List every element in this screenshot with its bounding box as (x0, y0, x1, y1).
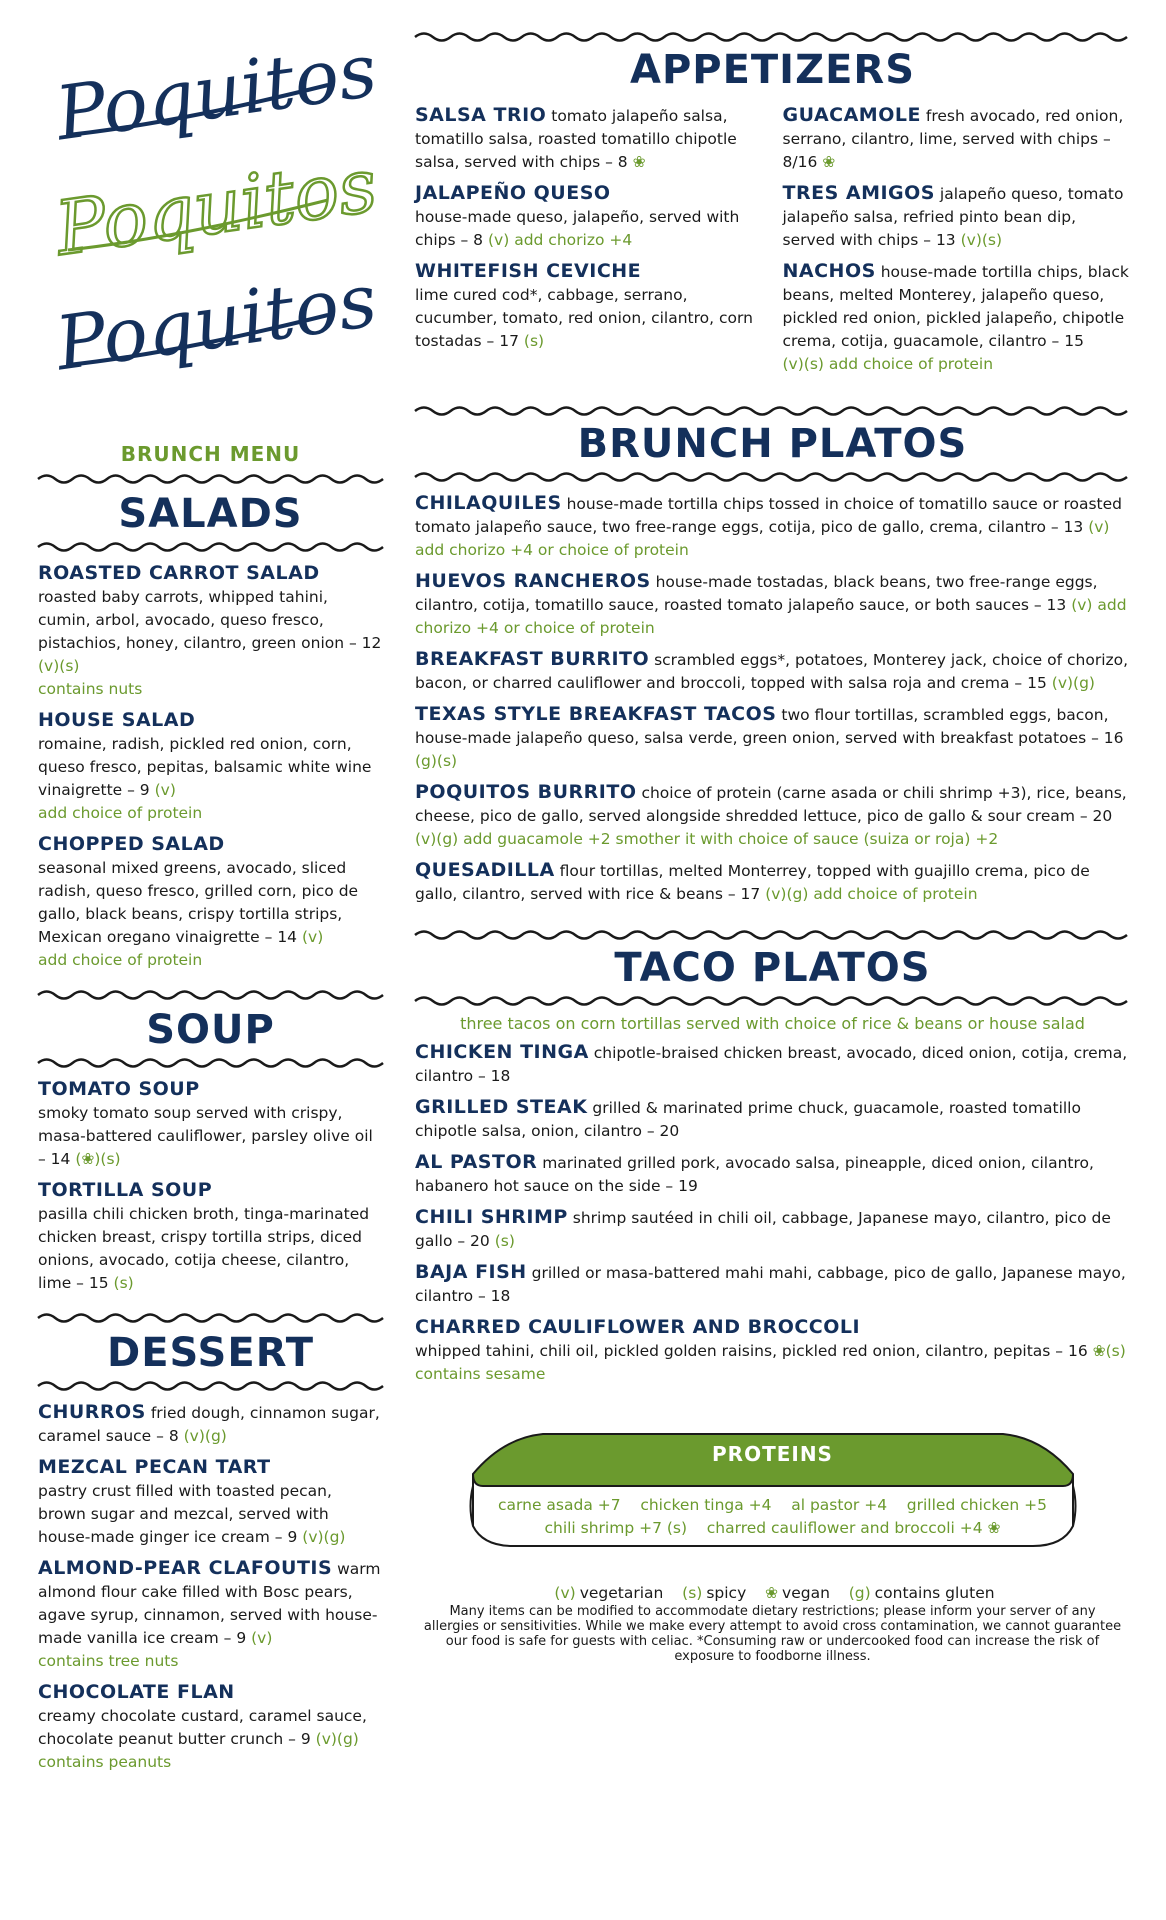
item-tag: (v)(g) (415, 830, 459, 848)
wave-divider (415, 470, 1130, 484)
legend-spicy-mark: (s) (682, 1584, 703, 1602)
appetizers-col-2 (783, 96, 1131, 376)
menu-item (38, 1078, 383, 1171)
menu-item (783, 104, 1131, 174)
right-column (415, 30, 1130, 1664)
menu-item (38, 1401, 383, 1448)
menu-item (415, 648, 1130, 695)
menu-item (415, 1041, 1130, 1088)
item-desc: scrambled eggs*, potatoes, Monterey jack, choice of chorizo, bacon, or charred cauliflower and broccoli, topped with salsa roja and crema – 15 (415, 651, 1129, 692)
item-extra: add choice of protein (38, 804, 203, 822)
item-tag: (g)(s) (415, 752, 458, 770)
item-name: GRILLED STEAK (415, 1096, 588, 1118)
appetizers-title: APPETIZERS (629, 47, 916, 93)
item-tag: ❀(s) (1092, 1342, 1126, 1360)
item-desc: lime cured cod*, cabbage, serrano, cucumber, tomato, red onion, cilantro, corn tostadas – 17 (415, 286, 753, 350)
item-name: CHARRED CAULIFLOWER AND BROCCOLI (415, 1316, 861, 1338)
salads-list (38, 562, 383, 972)
wave-divider (38, 1379, 383, 1393)
wave-divider (415, 928, 1130, 942)
item-extra: contains tree nuts (38, 1652, 179, 1670)
item-desc: tomato jalapeño salsa, tomatillo salsa, roasted tomatillo chipotle salsa, served with chips – 8 (415, 107, 737, 171)
appetizers-col-1 (415, 96, 763, 376)
menu-item (783, 260, 1131, 376)
item-name: BAJA FISH (415, 1261, 527, 1283)
menu-item (38, 709, 383, 825)
brunch-platos-title: BRUNCH PLATOS (577, 421, 968, 467)
item-name: CHICKEN TINGA (415, 1041, 589, 1063)
disclaimer: Many items can be modified to accommodate dietary restrictions; please inform your server of any allergies or sensitivities. While we make every attempt to avoid cross contamination, we cannot guarantee our food is safe for guests with celiac. *Consuming raw or undercooked food can increase the risk of exposure to foodborne illness. (423, 1604, 1122, 1664)
menu-item (415, 859, 1130, 906)
item-extra: add choice of protein (813, 885, 978, 903)
item-tag: (v)(s) (960, 231, 1003, 249)
item-desc: pastry crust filled with toasted pecan, brown sugar and mezcal, served with house-made ginger ice cream – 9 (38, 1482, 332, 1546)
legend-vegan-label: vegan (782, 1584, 830, 1602)
menu-item (38, 1681, 383, 1774)
item-name: CHILI SHRIMP (415, 1206, 568, 1228)
menu-item (783, 182, 1131, 252)
item-name: CHOPPED SALAD (38, 833, 225, 855)
item-name: TEXAS STYLE BREAKFAST TACOS (415, 703, 777, 725)
item-tag: (v) (1088, 518, 1110, 536)
wave-divider (415, 994, 1130, 1008)
menu-item (38, 1557, 383, 1673)
wave-divider (415, 404, 1130, 418)
menu-item (415, 703, 1130, 773)
item-name: QUESADILLA (415, 859, 555, 881)
proteins-list (463, 1494, 1083, 1540)
poquitos-logo (48, 27, 382, 430)
logo-line-1: Poquitos (50, 27, 382, 158)
item-desc: fresh avocado, red onion, serrano, cilantro, lime, served with chips – 8/16 (782, 107, 1124, 171)
vegan-icon: ❀ (765, 1584, 779, 1602)
proteins-line-1: carne asada +7 chicken tinga +4 al pastor +4 grilled chicken +5 (498, 1496, 1047, 1514)
item-desc: house-made queso, jalapeño, served with chips – 8 (415, 208, 740, 249)
item-name: CHILAQUILES (415, 492, 562, 514)
item-desc: romaine, radish, pickled red onion, corn, queso fresco, pepitas, balsamic white wine vinaigrette – 9 (38, 735, 372, 799)
item-tag: (s) (523, 332, 545, 350)
item-name: ROASTED CARROT SALAD (38, 562, 320, 584)
item-desc: choice of protein (carne asada or chili shrimp +3), rice, beans, cheese, pico de gallo, served alongside shredded lettuce, pico de gallo & sour cream – 20 (415, 784, 1127, 825)
item-desc: house-made tortilla chips, black beans, melted Monterey, jalapeño queso, pickled red onion, pickled jalapeño, chipotle crema, cotija, guacamole, cilantro – 15 (782, 263, 1129, 350)
menu-item (415, 104, 763, 174)
item-desc: house-made tostadas, black beans, two free-range eggs, cilantro, cotija, tomatillo sauce, roasted tomato jalapeño sauce, or both sauces – 13 (415, 573, 1098, 614)
item-desc: fried dough, cinnamon sugar, caramel sauce – 8 (38, 1404, 380, 1445)
item-desc: roasted baby carrots, whipped tahini, cumin, arbol, avocado, queso fresco, pistachios, honey, cilantro, green onion – 12 (38, 588, 382, 652)
item-name: CHURROS (38, 1401, 146, 1423)
appetizers-grid (415, 96, 1130, 376)
menu-item (38, 562, 383, 701)
wave-divider (38, 1311, 383, 1325)
item-desc: seasonal mixed greens, avocado, sliced radish, queso fresco, grilled corn, pico de gallo, black beans, crispy tortilla strips, Mexican oregano vinaigrette – 14 (38, 859, 359, 946)
taco-platos-list (415, 1041, 1130, 1386)
item-tag: (❀)(s) (75, 1150, 121, 1168)
item-name: HOUSE SALAD (38, 709, 196, 731)
soup-title: SOUP (146, 1007, 275, 1053)
menu-item (415, 260, 763, 353)
item-extra: add chorizo +4 or choice of protein (415, 541, 689, 559)
item-tag: (s) (113, 1274, 134, 1292)
item-tag: (v) (301, 928, 324, 946)
item-extra: contains sesame (415, 1365, 546, 1383)
item-tag: (v)(g) (1051, 674, 1095, 692)
item-extra: contains peanuts (38, 1753, 172, 1771)
legend-spicy-label: spicy (706, 1584, 747, 1602)
item-tag: (v)(s) (38, 657, 80, 675)
legend-vegetarian-mark: (v) (554, 1584, 576, 1602)
item-desc: grilled or masa-battered mahi mahi, cabbage, pico de gallo, Japanese mayo, cilantro – 18 (415, 1264, 1126, 1305)
wave-divider (38, 540, 383, 554)
menu-item (415, 1206, 1130, 1253)
item-desc: warm almond flour cake filled with Bosc pears, agave syrup, cinnamon, served with house-made vanilla ice cream – 9 (38, 1560, 381, 1647)
brunch-platos-list (415, 492, 1130, 906)
item-desc: grilled & marinated prime chuck, guacamole, roasted tomatillo chipotle salsa, onion, cilantro – 20 (415, 1099, 1081, 1140)
brunch-menu-label: BRUNCH MENU (120, 442, 301, 466)
item-desc: marinated grilled pork, avocado salsa, pineapple, diced onion, cilantro, habanero hot sauce on the side – 19 (415, 1154, 1094, 1195)
left-column (38, 27, 383, 1774)
menu-item (415, 182, 763, 252)
logo-line-2: Poquitos (50, 142, 382, 273)
legend-vegetarian-label: vegetarian (579, 1584, 664, 1602)
vegan-icon: ❀ (822, 153, 836, 171)
taco-platos-subtitle: three tacos on corn tortillas served with choice of rice & beans or house salad (460, 1014, 1085, 1033)
item-tag: (v)(g) (765, 885, 809, 903)
item-extra: add choice of protein (38, 951, 203, 969)
item-tag: (v)(g) (302, 1528, 346, 1546)
item-tag: (v)(s) (782, 355, 824, 373)
item-desc: chipotle-braised chicken breast, avocado, diced onion, cotija, crema, cilantro – 18 (415, 1044, 1128, 1085)
item-name: AL PASTOR (415, 1151, 538, 1173)
item-name: BREAKFAST BURRITO (415, 648, 650, 670)
item-name: MEZCAL PECAN TART (38, 1456, 271, 1478)
menu-item (415, 1096, 1130, 1143)
item-desc: two flour tortillas, scrambled eggs, bacon, house-made jalapeño queso, salsa verde, green onion, served with breakfast potatoes – 16 (415, 706, 1124, 747)
item-extra: add chorizo +4 (514, 231, 633, 249)
vegan-icon: ❀ (632, 153, 646, 171)
logo-line-3: Poquitos (50, 257, 382, 388)
item-name: ALMOND-PEAR CLAFOUTIS (38, 1557, 333, 1579)
item-name: TOMATO SOUP (38, 1078, 200, 1100)
menu-item (415, 1261, 1130, 1308)
item-tag: (v) (251, 1629, 273, 1647)
item-desc: creamy chocolate custard, caramel sauce, chocolate peanut butter crunch – 9 (38, 1707, 367, 1748)
proteins-line-2: chili shrimp +7 (s) charred cauliflower and broccoli +4 ❀ (544, 1519, 1001, 1537)
item-desc: pasilla chili chicken broth, tinga-marinated chicken breast, crispy tortilla strips, diced onions, avocado, cotija cheese, cilantro, lime – 15 (38, 1205, 370, 1292)
soup-list (38, 1078, 383, 1295)
proteins-box (463, 1430, 1083, 1550)
menu-item (415, 1316, 1130, 1386)
item-name: TRES AMIGOS (782, 182, 935, 204)
item-tag: (v)(g) (183, 1427, 227, 1445)
item-extra: add choice of protein (828, 355, 994, 373)
menu-item (415, 492, 1130, 562)
menu-item (38, 833, 383, 972)
item-desc: jalapeño queso, tomato jalapeño salsa, refried pinto bean dip, served with chips – 13 (782, 185, 1124, 249)
item-name: SALSA TRIO (415, 104, 547, 126)
menu-item (415, 1151, 1130, 1198)
item-tag: (v) (154, 781, 176, 799)
item-tag: (v) (487, 231, 510, 249)
dietary-legend (415, 1584, 1130, 1602)
menu-item (415, 781, 1130, 851)
item-name: NACHOS (782, 260, 876, 282)
salads-title: SALADS (118, 491, 303, 537)
item-name: WHITEFISH CEVICHE (415, 260, 642, 282)
dessert-list (38, 1401, 383, 1774)
item-extra: contains nuts (38, 680, 143, 698)
item-name: CHOCOLATE FLAN (38, 1681, 235, 1703)
proteins-title: PROTEINS (712, 1442, 833, 1466)
item-desc: whipped tahini, chili oil, pickled golden raisins, pickled red onion, cilantro, pepitas – 16 (415, 1342, 1088, 1360)
legend-gluten-mark: (g) (848, 1584, 871, 1602)
item-tag: (s) (494, 1232, 515, 1250)
item-desc: flour tortillas, melted Monterrey, topped with guajillo crema, pico de gallo, cilantro, served with rice & beans – 17 (415, 862, 1090, 903)
wave-divider (38, 988, 383, 1002)
item-extra: add guacamole +2 smother it with choice of sauce (suiza or roja) +2 (463, 830, 999, 848)
taco-platos-title: TACO PLATOS (614, 945, 931, 991)
item-desc: smoky tomato soup served with crispy, masa-battered cauliflower, parsley olive oil – 14 (38, 1104, 373, 1168)
dessert-title: DESSERT (107, 1330, 314, 1376)
wave-divider (38, 472, 383, 486)
item-name: TORTILLA SOUP (38, 1179, 213, 1201)
item-name: JALAPEÑO QUESO (415, 182, 611, 204)
wave-divider (38, 1056, 383, 1070)
menu-item (38, 1456, 383, 1549)
item-name: GUACAMOLE (782, 104, 921, 126)
menu-item (38, 1179, 383, 1295)
wave-divider (415, 30, 1130, 44)
legend-gluten-label: contains gluten (874, 1584, 995, 1602)
item-extra: add chorizo +4 or choice of protein (415, 596, 1127, 637)
item-name: HUEVOS RANCHEROS (415, 570, 651, 592)
item-desc: house-made tortilla chips tossed in choice of tomatillo sauce or roasted tomato jalapeño sauce, two free-range eggs, cotija, pico de gallo, crema, cilantro – 13 (415, 495, 1123, 536)
item-desc: shrimp sautéed in chili oil, cabbage, Japanese mayo, cilantro, pico de gallo – 20 (415, 1209, 1111, 1250)
item-name: POQUITOS BURRITO (415, 781, 637, 803)
item-tag: (v)(g) (315, 1730, 359, 1748)
menu-item (415, 570, 1130, 640)
item-tag: (v) (1071, 596, 1093, 614)
